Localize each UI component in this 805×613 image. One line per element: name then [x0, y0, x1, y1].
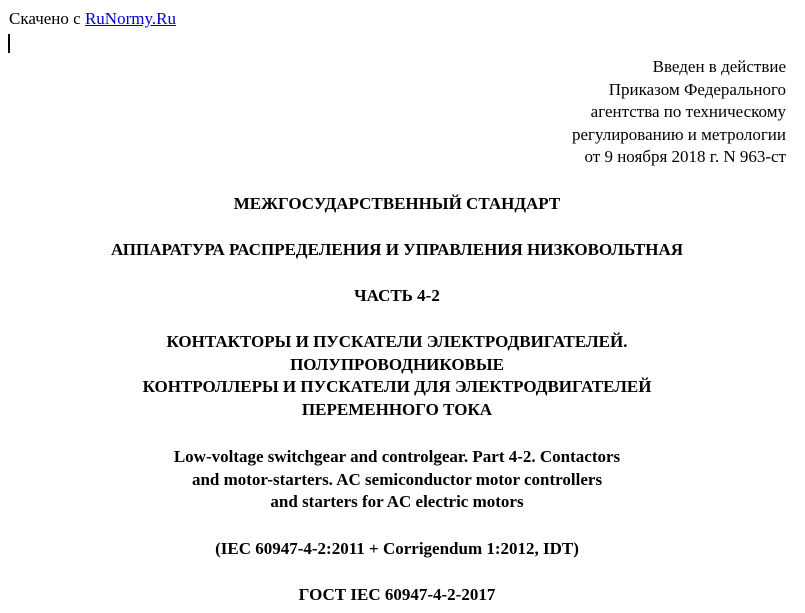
enactment-line: Приказом Федерального — [608, 79, 786, 99]
english-title-line: and motor-starters. AC semiconductor motor controllers — [191, 469, 603, 489]
enactment-line: агентства по техническому — [590, 102, 786, 121]
main-title: АППАРАТУРА РАСПРЕДЕЛЕНИЯ И УПРАВЛЕНИЯ НИЗКОВОЛЬТНАЯ — [110, 240, 684, 259]
part-number: ЧАСТЬ 4-2 — [354, 286, 440, 305]
subtitle — [0, 331, 794, 421]
text-caret — [8, 34, 10, 53]
english-title — [0, 446, 794, 514]
source-link[interactable]: RuNormy.Ru — [84, 9, 176, 28]
standard-designation: ГОСТ IEC 60947-4-2-2017 — [298, 585, 496, 604]
source-prefix: Скачено с — [9, 9, 85, 28]
enactment-line: Введен в действие — [652, 57, 786, 76]
subtitle-line: ПОЛУПРОВОДНИКОВЫЕ — [290, 354, 504, 374]
equivalence-note: (IEC 60947-4-2:2011 + Corrigendum 1:2012, IDT) — [215, 539, 579, 558]
enactment-line: от 9 ноября 2018 г. N 963-ст — [584, 147, 786, 166]
standard-type: МЕЖГОСУДАРСТВЕННЫЙ СТАНДАРТ — [233, 194, 561, 213]
english-title-line: Low-voltage switchgear and controlgear. Part 4-2. Contactors — [173, 447, 621, 466]
subtitle-line: КОНТРОЛЛЕРЫ И ПУСКАТЕЛИ ДЛЯ ЭЛЕКТРОДВИГАТЕЛЕЙ — [142, 377, 652, 396]
english-title-line: and starters for AC electric motors — [270, 492, 524, 511]
subtitle-line: КОНТАКТОРЫ И ПУСКАТЕЛИ ЭЛЕКТРОДВИГАТЕЛЕЙ. — [166, 332, 628, 351]
enactment-line: регулированию и метрологии — [571, 124, 786, 144]
source-line — [9, 9, 176, 29]
subtitle-line: ПЕРЕМЕННОГО ТОКА — [301, 399, 493, 419]
enactment-block — [572, 56, 786, 169]
